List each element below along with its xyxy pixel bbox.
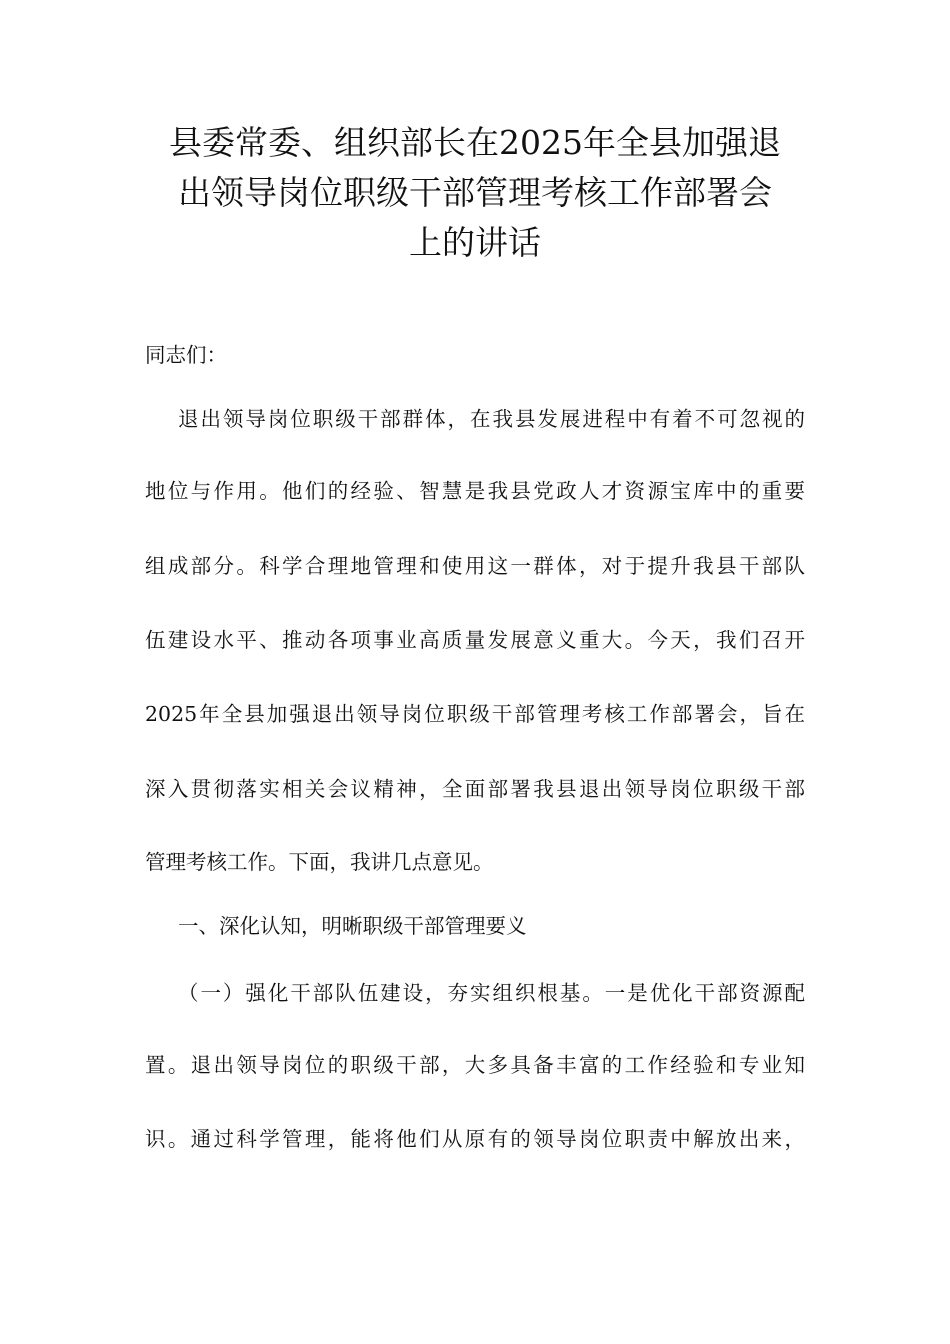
paragraph-1-line: 地位与作用。他们的经验、智慧是我县党政人才资源宝库中的重要 <box>145 479 805 503</box>
paragraph-2-line: （一）强化干部队伍建设，夯实组织根基。一是优化干部资源配 <box>178 981 805 1005</box>
salutation: 同志们： <box>145 343 227 367</box>
paragraph-2-line: 识。通过科学管理，能将他们从原有的领导岗位职责中解放出来， <box>145 1127 805 1151</box>
title-line-2: 出领导岗位职级干部管理考核工作部署会 <box>178 173 772 212</box>
paragraph-2-line: 置。退出领导岗位的职级干部，大多具备丰富的工作经验和专业知 <box>145 1053 805 1077</box>
paragraph-1-line: 深入贯彻落实相关会议精神，全面部署我县退出领导岗位职级干部 <box>145 777 805 801</box>
document-title <box>140 118 810 268</box>
paragraph-1-line: 2025年全县加强退出领导岗位职级干部管理考核工作部署会，旨在 <box>145 702 805 726</box>
paragraph-1-line: 伍建设水平、推动各项事业高质量发展意义重大。今天，我们召开 <box>145 628 805 652</box>
paragraph-1-line: 组成部分。科学合理地管理和使用这一群体，对于提升我县干部队 <box>145 554 805 578</box>
title-line-1: 县委常委、组织部长在2025年全县加强退 <box>169 123 781 162</box>
paragraph-1-line: 退出领导岗位职级干部群体，在我县发展进程中有着不可忽视的 <box>178 407 805 431</box>
title-line-3: 上的讲话 <box>409 223 541 262</box>
paragraph-1-line: 管理考核工作。下面，我讲几点意见。 <box>145 850 494 874</box>
section-1-heading: 一、深化认知，明晰职级干部管理要义 <box>178 914 527 938</box>
